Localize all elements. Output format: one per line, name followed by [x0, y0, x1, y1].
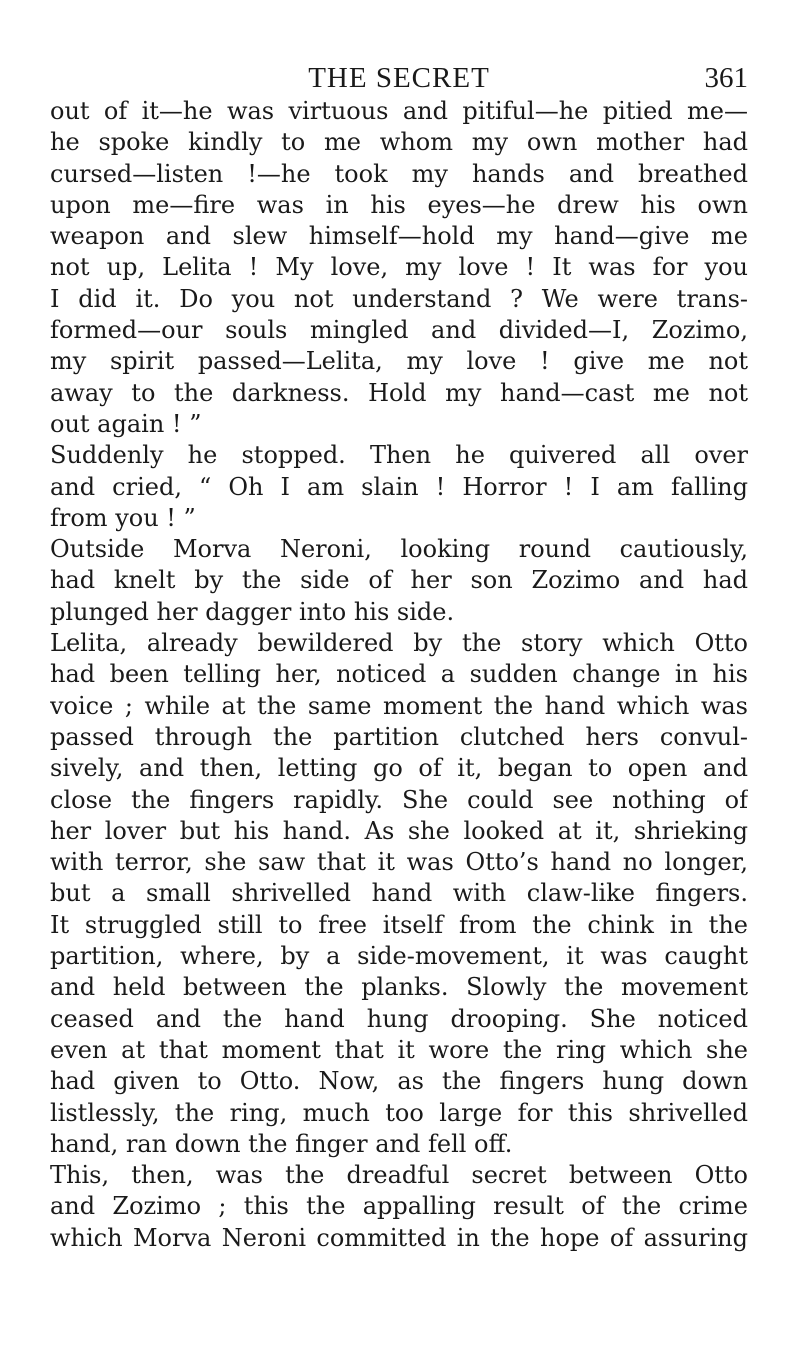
text-line: It struggled still to free itself from the chink in the [50, 910, 748, 939]
text-line: had given to Otto. Now, as the fingers hung down [50, 1067, 748, 1096]
text-line: her lover but his hand. As she looked at it, shrieking [50, 816, 748, 845]
text-line: This, then, was the dreadful secret between Otto [50, 1161, 748, 1190]
text-line: he spoke kindly to me whom my own mother had [50, 128, 748, 157]
text-line: from you ! ” [50, 503, 196, 532]
running-head [50, 60, 748, 100]
text-line: ceased and the hand hung drooping. She noticed [50, 1004, 748, 1033]
text-line: passed through the partition clutched hers convul- [50, 722, 748, 751]
text-line: even at that moment that it wore the ring which she [50, 1035, 748, 1064]
text-line: and held between the planks. Slowly the movement [50, 973, 748, 1002]
body-text [50, 96, 748, 1254]
text-line: out of it—he was virtuous and pitiful—he pitied me— [50, 97, 748, 125]
text-line: my spirit passed—Lelita, my love ! give me not [50, 347, 748, 376]
text-line: I did it. Do you not understand ? We were trans- [50, 284, 748, 313]
text-line: had knelt by the side of her son Zozimo and had [50, 566, 748, 595]
text-line: formed—our souls mingled and divided—I, Zozimo, [50, 316, 748, 345]
text-line: but a small shrivelled hand with claw-like fingers. [50, 879, 748, 908]
text-line: weapon and slew himself—hold my hand—give me [50, 222, 748, 251]
text-line: voice ; while at the same moment the hand which was [50, 691, 748, 720]
text-line: sively, and then, letting go of it, began to open and [50, 754, 748, 783]
text-line: close the fingers rapidly. She could see nothing of [50, 785, 748, 814]
text-line: cursed—listen !—he took my hands and breathed [50, 159, 748, 188]
page-number: 361 [704, 62, 748, 94]
text-line: which Morva Neroni committed in the hope of assuring [50, 1223, 748, 1252]
text-line: Outside Morva Neroni, looking round cautiously, [50, 535, 748, 564]
chapter-title: THE SECRET [308, 62, 490, 94]
text-line: hand, ran down the finger and fell off. [50, 1129, 513, 1158]
text-line: out again ! ” [50, 409, 202, 438]
text-line: Suddenly he stopped. Then he quivered all over [50, 441, 748, 470]
text-line: listlessly, the ring, much too large for this shrivelled [50, 1098, 748, 1127]
text-line: plunged her dagger into his side. [50, 597, 455, 626]
text-line: with terror, she saw that it was Otto’s hand no longer, [50, 848, 748, 877]
text-line: Lelita, already bewildered by the story which Otto [50, 629, 748, 658]
text-line: partition, where, by a side-movement, it was caught [50, 942, 748, 971]
text-line: away to the darkness. Hold my hand—cast me not [50, 378, 748, 407]
text-line: and Zozimo ; this the appalling result of the crime [50, 1192, 748, 1221]
text-line: upon me—fire was in his eyes—he drew his own [50, 190, 748, 219]
text-line: and cried, “ Oh I am slain ! Horror ! I am falling [50, 472, 748, 501]
text-line: not up, Lelita ! My love, my love ! It was for you [50, 253, 748, 282]
text-line: had been telling her, noticed a sudden change in his [50, 660, 748, 689]
